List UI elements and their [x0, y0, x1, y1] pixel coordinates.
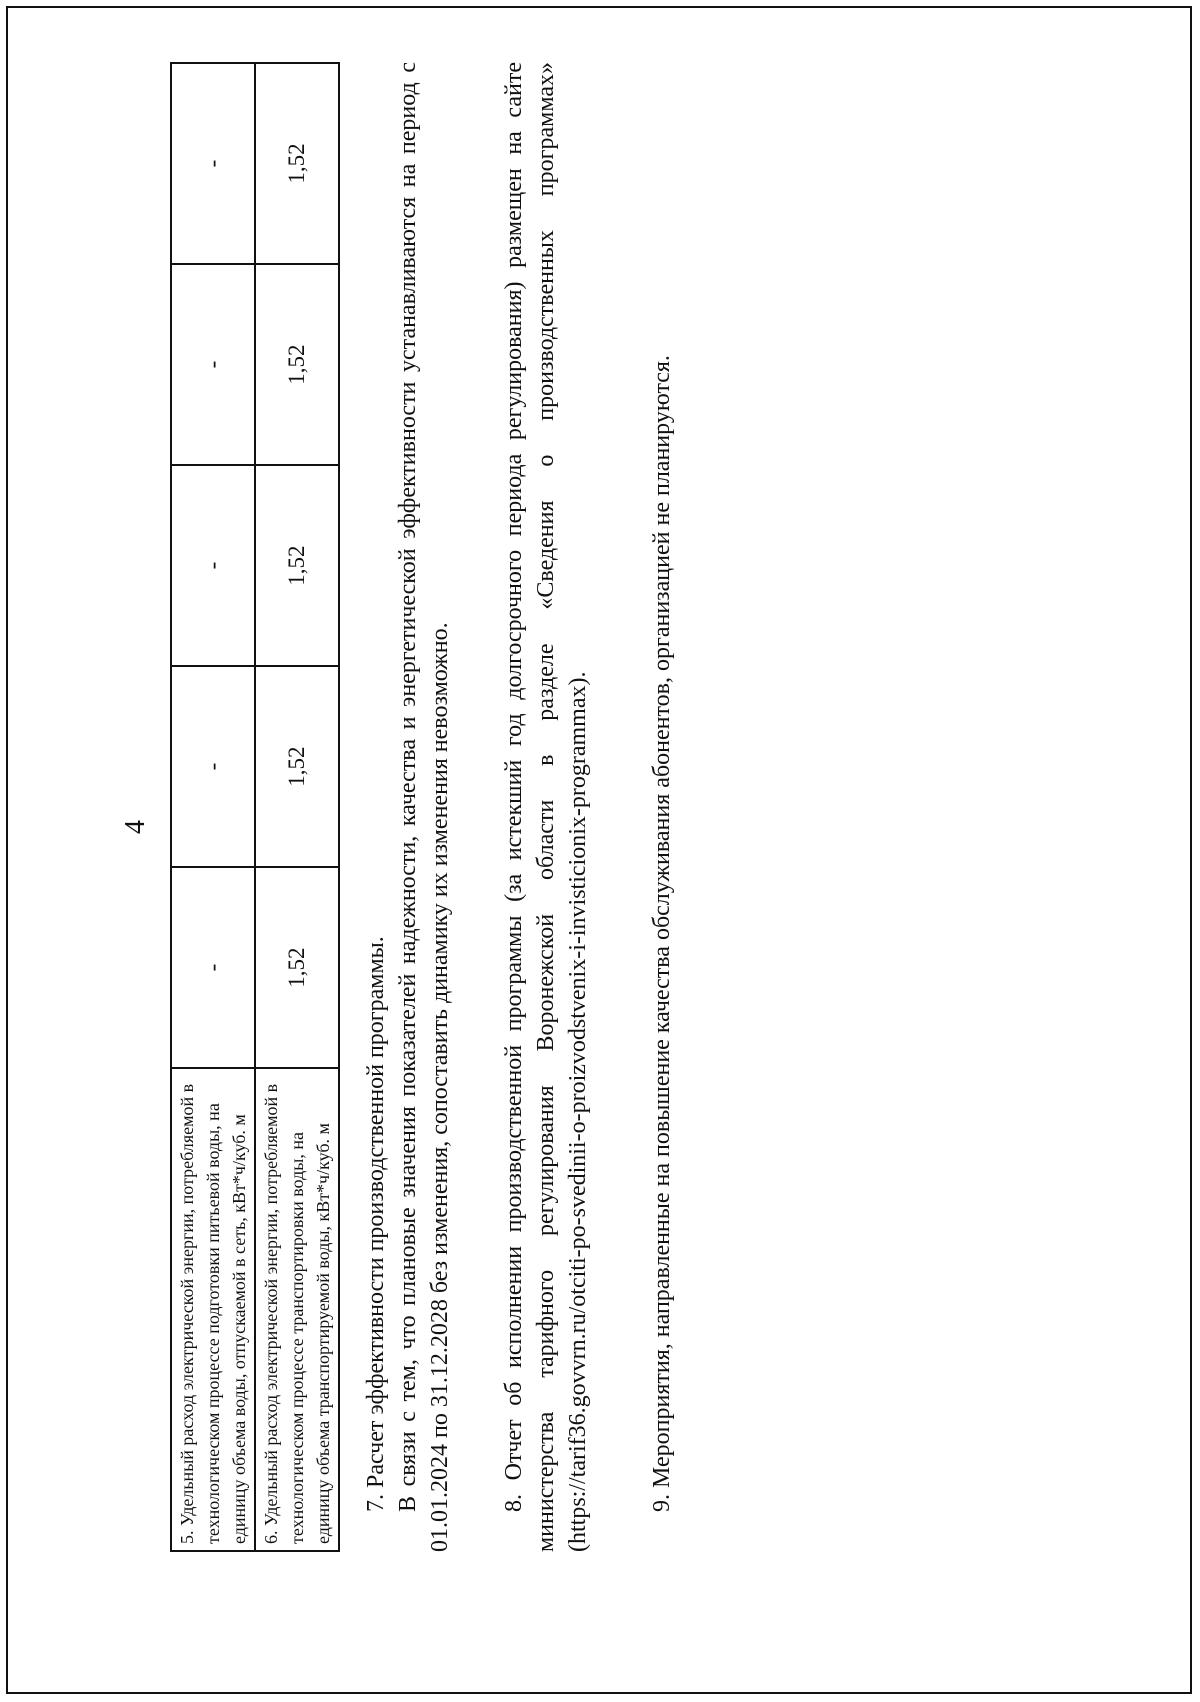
table-cell: 1,52: [255, 666, 339, 867]
table-cell: -: [171, 465, 255, 666]
section-7-text: В связи с тем, что плановые значения показателей надежности, качества и энергетической эффективности устанавливаются на период с 01.01.2024 по 31.12.2028 без изменения, сопоставить динамику их изменения невозможно.: [395, 62, 453, 1552]
metrics-table: [170, 62, 340, 1552]
table-cell: -: [171, 63, 255, 264]
document-body: [360, 62, 678, 1552]
row-label: 5. Удельный расход электрической энергии, потребляемой в технологическом процессе подготовки питьевой воды, на единицу объема воды, отпускаемой в сеть, кВт*ч/куб. м: [171, 1068, 255, 1551]
table-cell: -: [171, 867, 255, 1068]
table-row: [171, 63, 255, 1551]
section-9-text: 9. Мероприятия, направленные на повышение качества обслуживания абонентов, организацией не планируются.: [649, 355, 675, 1512]
table-cell: 1,52: [255, 465, 339, 666]
table-cell: -: [171, 264, 255, 465]
section-7-heading: 7. Расчет эффективности производственной программы.: [363, 936, 389, 1512]
page-number: 4: [120, 820, 151, 834]
table-cell: 1,52: [255, 264, 339, 465]
section-8-text: 8. Отчет об исполнении производственной программы (за истекший год долгосрочного периода регулирования) размещен на сайте министерства тарифного регулирования Воронежской области в разделе «Сведения о производственных программах» (https://tarif36.govvrn.ru/otciti-po-svedinii-o-proizvodstvenix-i-invisticionix-programmax).: [501, 62, 591, 1552]
table-cell: 1,52: [255, 63, 339, 264]
table-cell: 1,52: [255, 867, 339, 1068]
row-label: 6. Удельный расход электрической энергии, потребляемой в технологическом процессе транспортировки воды, на единицу объема транспортируемой воды, кВт*ч/куб. м: [255, 1068, 339, 1551]
table-cell: -: [171, 666, 255, 867]
table-row: [255, 63, 339, 1551]
